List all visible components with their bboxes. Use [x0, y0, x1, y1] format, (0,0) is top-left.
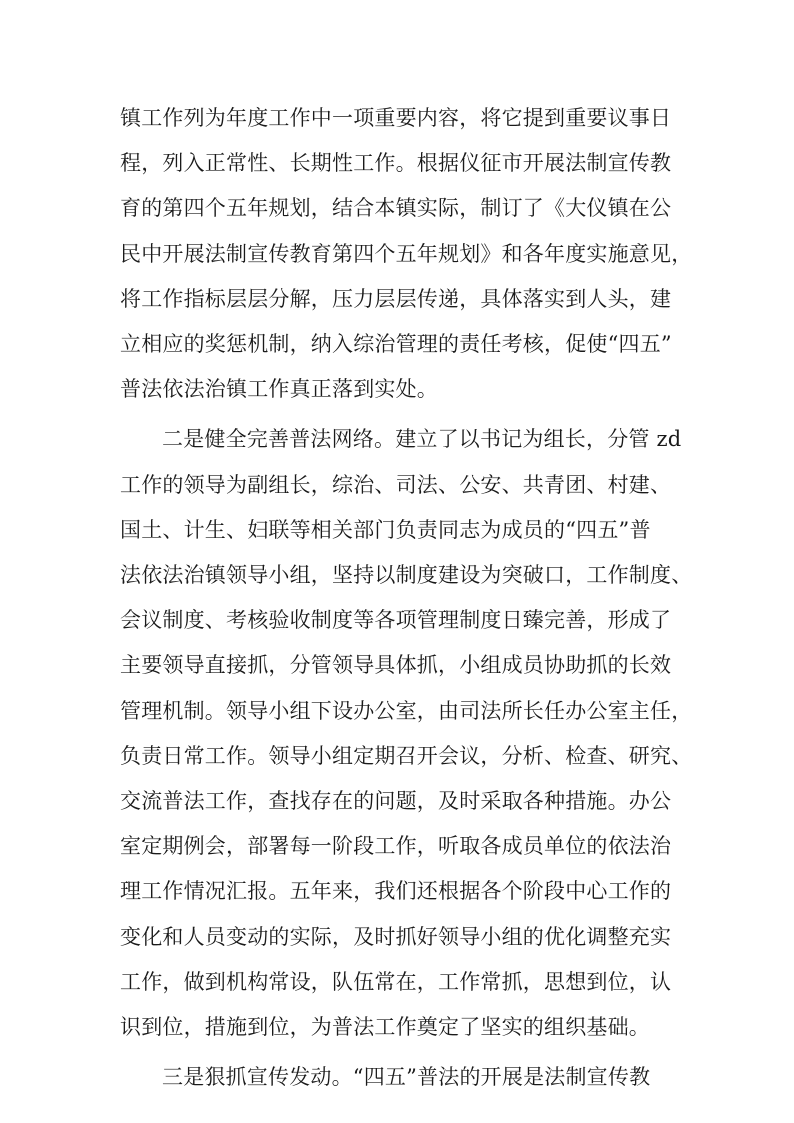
paragraph-2-line-3: 国土、计生、妇联等相关部门负责同志为成员的“四五”普 — [120, 518, 651, 542]
paragraph-1-line-1: 镇工作列为年度工作中一项重要内容，将它提到重要议事日 — [120, 106, 672, 130]
paragraph-2-line-9: 交流普法工作，查找存在的问题，及时采取各种措施。办公 — [120, 789, 672, 813]
paragraph-2-line-7: 管理机制。领导小组下设办公室，由司法所长任办公室主任， — [120, 699, 693, 723]
paragraph-2-line-8: 负责日常工作。领导小组定期召开会议，分析、检查、研究、 — [120, 744, 693, 768]
paragraph-1-line-3: 育的第四个五年规划，结合本镇实际，制订了《大仪镇在公 — [120, 196, 672, 220]
paragraph-2-line-10: 室定期例会，部署每一阶段工作，听取各成员单位的依法治 — [120, 834, 672, 858]
paragraph-2-line-5: 会议制度、考核验收制度等各项管理制度日臻完善，形成了 — [120, 608, 672, 632]
paragraph-3-line-1: 三是狠抓宣传发动。“四五”普法的开展是法制宣传教 — [162, 1065, 651, 1089]
paragraph-2-line-13: 工作，做到机构常设，队伍常在，工作常抓，思想到位，认 — [120, 970, 672, 994]
paragraph-2-line-6: 主要领导直接抓，分管领导具体抓，小组成员协助抓的长效 — [120, 653, 672, 677]
paragraph-1-line-4: 民中开展法制宣传教育第四个五年规划》和各年度实施意见， — [120, 242, 693, 266]
paragraph-2-line-4: 法依法治镇领导小组，坚持以制度建设为突破口，工作制度、 — [120, 563, 693, 587]
paragraph-1-line-5: 将工作指标层层分解，压力层层传递，具体落实到人头，建 — [120, 287, 672, 311]
paragraph-1-line-2: 程，列入正常性、长期性工作。根据仪征市开展法制宣传教 — [120, 151, 672, 175]
paragraph-2-line-1: 二是健全完善普法网络。建立了以书记为组长，分管 zd — [162, 427, 682, 451]
paragraph-2-line-12: 变化和人员变动的实际，及时抓好领导小组的优化调整充实 — [120, 925, 672, 949]
paragraph-2-line-14: 识到位，措施到位，为普法工作奠定了坚实的组织基础。 — [120, 1015, 650, 1039]
paragraph-2-line-2: 工作的领导为副组长，综治、司法、公安、共青团、村建、 — [120, 473, 672, 497]
paragraph-1-line-6: 立相应的奖惩机制，纳入综治管理的责任考核，促使“四五” — [120, 332, 672, 356]
paragraph-2-line-11: 理工作情况汇报。五年来，我们还根据各个阶段中心工作的 — [120, 879, 672, 903]
paragraph-1-line-7: 普法依法治镇工作真正落到实处。 — [120, 377, 438, 401]
